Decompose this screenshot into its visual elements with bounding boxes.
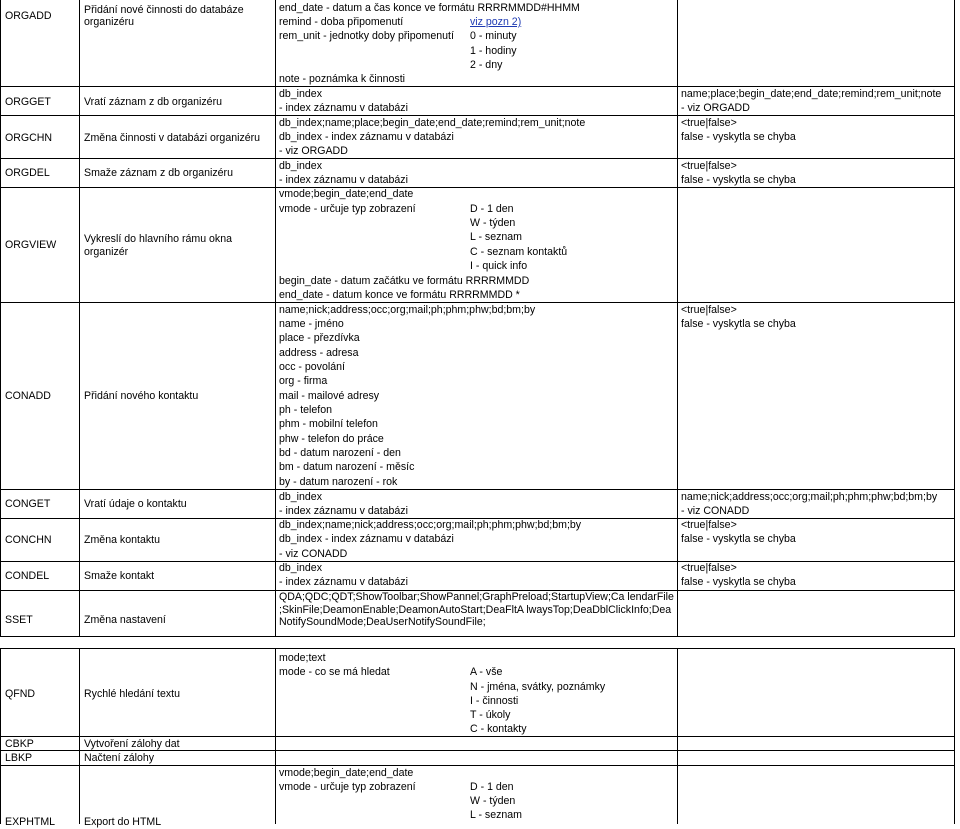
t1-col-line-1: [79, 0, 80, 637]
param-text: - viz CONADD: [279, 548, 348, 560]
param-text: db_index: [279, 160, 323, 172]
param-text: by - datum narození - rok: [279, 476, 398, 488]
param-text: QDA;QDC;QDT;ShowToolbar;ShowPannel;GraphPreload;StartupView;Ca lendarFile: [279, 591, 674, 603]
param-text: vmode;begin_date;end_date: [279, 767, 414, 779]
param-text: note - poznámka k činnosti: [279, 73, 406, 85]
note-reference-link[interactable]: viz pozn 2): [470, 16, 522, 28]
return-text: false - vyskytla se chyba: [681, 576, 796, 588]
param-text: mode - co se má hledat: [279, 666, 390, 678]
t1-row-line: [0, 187, 955, 188]
command-description: Rychlé hledání textu: [84, 688, 180, 700]
command-description: Vytvoření zálohy dat: [84, 738, 180, 750]
param-text: remind - doba připomenutí: [279, 16, 404, 28]
command-code: QFND: [5, 688, 36, 700]
command-code: CONGET: [5, 498, 51, 510]
return-text: <true|false>: [681, 117, 737, 129]
param-option: D - 1 den: [470, 781, 514, 793]
param-text: rem_unit - jednotky doby připomenutí: [279, 30, 454, 42]
command-description: Vratí údaje o kontaktu: [84, 498, 187, 510]
return-text: false - vyskytla se chyba: [681, 533, 796, 545]
param-option: W - týden: [470, 795, 516, 807]
t1-row-line: [0, 158, 955, 159]
t1-col-line-4: [954, 0, 955, 637]
command-description: Smaže záznam z db organizéru: [84, 167, 233, 179]
command-description: organizéru: [84, 16, 135, 28]
param-option: 0 - minuty: [470, 30, 517, 42]
return-text: <true|false>: [681, 562, 737, 574]
param-text: place - přezdívka: [279, 332, 360, 344]
command-code: CONADD: [5, 390, 51, 402]
param-option: 1 - hodiny: [470, 45, 517, 57]
return-text: <true|false>: [681, 304, 737, 316]
command-description: organizér: [84, 246, 129, 258]
param-option: A - vše: [470, 666, 503, 678]
param-option: I - činnosti: [470, 695, 519, 707]
command-description: Přidání nového kontaktu: [84, 390, 199, 402]
param-text: phm - mobilní telefon: [279, 418, 378, 430]
command-description: Export do HTML: [84, 816, 162, 828]
param-text: bm - datum narození - měsíc: [279, 461, 415, 473]
param-text: end_date - datum a čas konce ve formátu RRRRMMDD#HHMM: [279, 2, 580, 14]
command-code: CBKP: [5, 738, 34, 750]
param-text: ;SkinFile;DeamonEnable;DeamonAutoStart;DeaFltA lwaysTop;DeaDblClickInfo;Dea: [279, 604, 672, 616]
command-code: ORGDEL: [5, 167, 50, 179]
command-description: Přidání nové činnosti do databáze: [84, 4, 244, 16]
param-option: D - 1 den: [470, 203, 514, 215]
param-text: db_index - index záznamu v databázi: [279, 533, 454, 545]
command-code: LBKP: [5, 752, 33, 764]
t1-col-line-3: [677, 0, 678, 637]
param-text: occ - povolání: [279, 361, 345, 373]
param-text: db_index;name;place;begin_date;end_date;remind;rem_unit;note: [279, 117, 586, 129]
param-text: db_index;name;nick;address;occ;org;mail;ph;phm;phw;bd;bm;by: [279, 519, 582, 531]
command-code: ORGCHN: [5, 132, 53, 144]
command-description: Načtení zálohy: [84, 752, 155, 764]
param-option: L - seznam: [470, 231, 523, 243]
param-text: - viz ORGADD: [279, 145, 348, 157]
command-description: Změna nastavení: [84, 614, 166, 626]
command-description: Vratí záznam z db organizéru: [84, 96, 222, 108]
param-option: C - seznam kontaktů: [470, 246, 568, 258]
param-text: db_index: [279, 88, 323, 100]
param-text: mail - mailové adresy: [279, 390, 380, 402]
t1-col-line-0: [0, 0, 1, 637]
t1-row-line: [0, 636, 955, 637]
return-text: name;place;begin_date;end_date;remind;rem_unit;note: [681, 88, 942, 100]
return-text: - viz CONADD: [681, 505, 750, 517]
t1-row-line: [0, 561, 955, 562]
t2-row-line: [0, 648, 955, 649]
param-text: db_index - index záznamu v databázi: [279, 131, 454, 143]
param-text: name;nick;address;occ;org;mail;ph;phm;phw;bd;bm;by: [279, 304, 536, 316]
param-text: ph - telefon: [279, 404, 333, 416]
param-text: NotifySoundMode;DeaUserNotifySoundFile;: [279, 616, 486, 628]
return-text: false - vyskytla se chyba: [681, 131, 796, 143]
command-description: Smaže kontakt: [84, 570, 155, 582]
command-code: CONDEL: [5, 570, 50, 582]
param-text: org - firma: [279, 375, 328, 387]
param-text: mode;text: [279, 652, 326, 664]
param-text: - index záznamu v databázi: [279, 576, 408, 588]
param-text: address - adresa: [279, 347, 359, 359]
command-description: Změna činnosti v databázi organizéru: [84, 132, 261, 144]
command-description: Vykreslí do hlavního rámu okna: [84, 233, 232, 245]
return-text: <true|false>: [681, 519, 737, 531]
param-option: W - týden: [470, 217, 516, 229]
return-text: - viz ORGADD: [681, 102, 750, 114]
param-text: begin_date - datum začátku ve formátu RRRRMMDD: [279, 275, 530, 287]
param-option: L - seznam: [470, 809, 523, 821]
t1-col-line-2: [275, 0, 276, 637]
param-text: bd - datum narození - den: [279, 447, 401, 459]
return-text: false - vyskytla se chyba: [681, 174, 796, 186]
return-text: false - vyskytla se chyba: [681, 318, 796, 330]
param-text: db_index: [279, 562, 323, 574]
param-text: vmode - určuje typ zobrazení: [279, 203, 416, 215]
param-option: N - jména, svátky, poznámky: [470, 681, 606, 693]
t2-row-line: [0, 765, 955, 766]
command-description: Změna kontaktu: [84, 534, 160, 546]
command-code: EXPHTML: [5, 816, 56, 828]
command-code: ORGVIEW: [5, 239, 57, 251]
param-text: - index záznamu v databázi: [279, 174, 408, 186]
command-code: ORGGET: [5, 96, 51, 108]
return-text: name;nick;address;occ;org;mail;ph;phm;phw;bd;bm;by: [681, 491, 938, 503]
param-text: - index záznamu v databázi: [279, 505, 408, 517]
param-option: T - úkoly: [470, 709, 511, 721]
param-text: end_date - datum konce ve formátu RRRRMMDD *: [279, 289, 520, 301]
param-text: - index záznamu v databázi: [279, 102, 408, 114]
param-text: name - jméno: [279, 318, 344, 330]
param-option: I - quick info: [470, 260, 528, 272]
param-option: 2 - dny: [470, 59, 503, 71]
command-code: CONCHN: [5, 534, 52, 546]
param-text: vmode;begin_date;end_date: [279, 188, 414, 200]
command-code: ORGADD: [5, 10, 52, 22]
param-text: phw - telefon do práce: [279, 433, 384, 445]
command-code: SSET: [5, 614, 33, 626]
param-text: db_index: [279, 491, 323, 503]
return-text: <true|false>: [681, 160, 737, 172]
param-option: C - kontakty: [470, 723, 527, 735]
param-text: vmode - určuje typ zobrazení: [279, 781, 416, 793]
